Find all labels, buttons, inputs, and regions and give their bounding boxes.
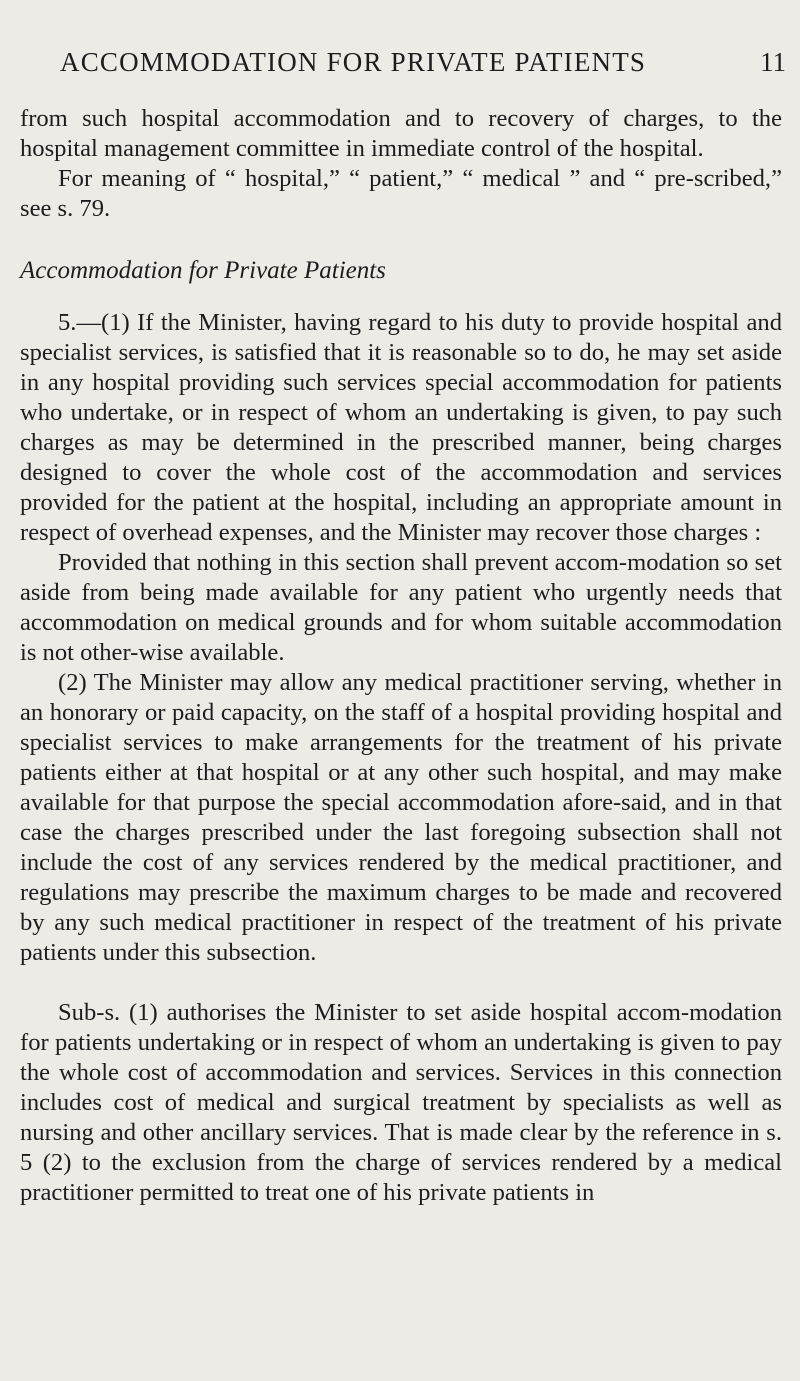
body-text [20,104,782,1208]
proviso-paragraph: Provided that nothing in this section shall prevent accom-modation so set aside from being made available for any patient who urgently needs that accommodation on medical grounds and for whom suitable accommodation is not other-wise available. [20,549,782,666]
running-head-title: ACCOMMODATION FOR PRIVATE PATIENTS [60,47,647,77]
section-5-subsection-1: 5.—(1) If the Minister, having regard to his duty to provide hospital and specialist services, is satisfied that it is reasonable so to do, he may set aside in any hospital providing such services special accommodation for patients who undertake, or in respect of whom an undertaking is given, to pay such charges as may be determined in the prescribed manner, being charges designed to cover the whole cost of the accommodation and services provided for the patient at the hospital, including an appropriate amount in respect of overhead expenses, and the Minister may recover those charges : [20,309,782,546]
page-number: 11 [760,47,786,77]
running-head [0,47,800,87]
paragraph-continuation: from such hospital accommodation and to recovery of charges, to the hospital management committee in immediate control of the hospital. [20,105,782,162]
paragraph-definitions-reference: For meaning of “ hospital,” “ patient,” “ medical ” and “ pre-scribed,” see s. 79. [20,165,782,222]
commentary-note: Sub-s. (1) authorises the Minister to set aside hospital accom-modation for patients undertaking or in respect of whom an undertaking is given to pay the whole cost of accommodation and services. Services in this connection includes cost of medical and surgical treatment by specialists as well as nursing and other ancillary services. That is made clear by the reference in s. 5 (2) to the exclusion from the charge of services rendered by a medical practitioner permitted to treat one of his private patients in [20,999,782,1206]
section-heading: Accommodation for Private Patients [20,257,386,284]
section-5-subsection-2: (2) The Minister may allow any medical practitioner serving, whether in an honorary or paid capacity, on the staff of a hospital providing hospital and specialist services to make arrangements for the treatment of his private patients either at that hospital or at any other such hospital, and may make available for that purpose the special accommodation afore-said, and in that case the charges prescribed under the last foregoing subsection shall not include the cost of any services rendered by the medical practitioner, and regulations may prescribe the maximum charges to be made and recovered by any such medical practitioner in respect of the treatment of his private patients under this subsection. [20,669,782,966]
